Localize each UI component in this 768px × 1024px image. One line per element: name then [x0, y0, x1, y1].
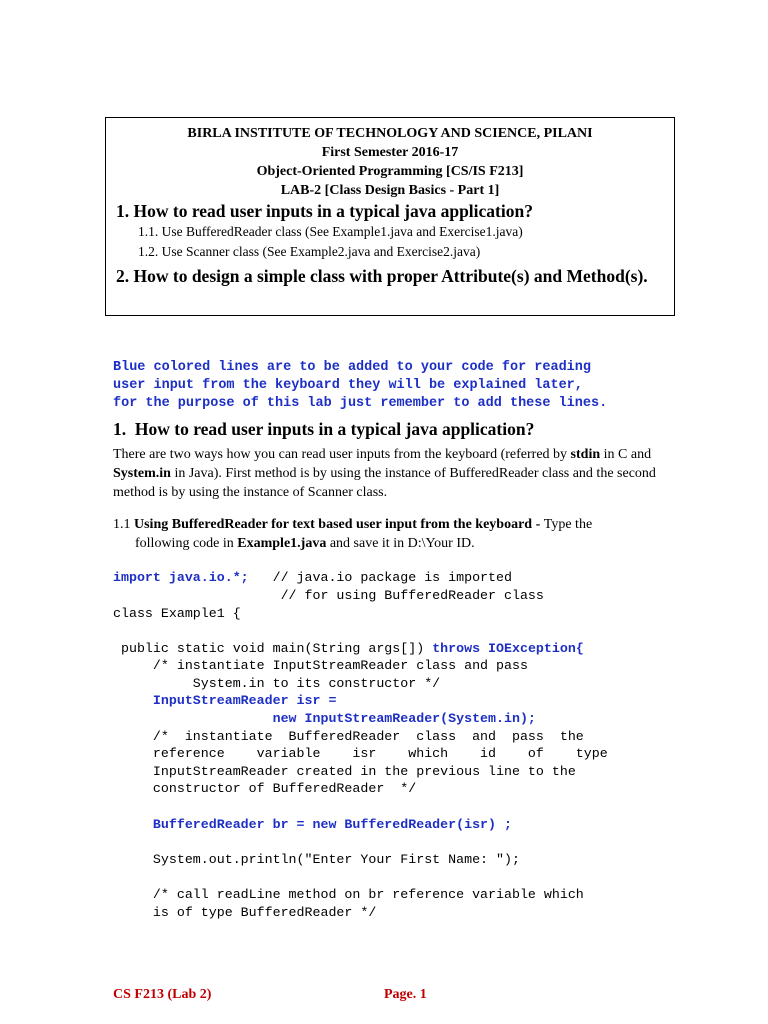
code-line-16: is of type BufferedReader */ — [113, 905, 377, 920]
note-line-2: user input from the keyboard they will be explained later, — [113, 378, 583, 393]
code-line-8: new InputStreamReader(System.in); — [113, 711, 536, 726]
intro-text-b: in C and — [600, 447, 652, 462]
header-box — [105, 117, 675, 316]
code-line-14: System.out.println("Enter Your First Name: "); — [113, 852, 520, 867]
footer-course: CS F213 (Lab 2) — [113, 987, 212, 1002]
code-line-5: /* instantiate InputStreamReader class and pass — [113, 658, 528, 673]
subsection-title: Using BufferedReader for text based user input from the keyboard - — [134, 517, 544, 532]
institute-name: BIRLA INSTITUTE OF TECHNOLOGY AND SCIENCE, PILANI — [187, 126, 593, 141]
code-line-6: System.in to its constructor */ — [113, 676, 441, 691]
note-line-1: Blue colored lines are to be added to your code for reading — [113, 360, 591, 375]
import-comment: // java.io package is imported — [248, 570, 512, 585]
code-line-12: constructor of BufferedReader */ — [113, 781, 417, 796]
subsection-1-1 — [113, 515, 661, 553]
code-line-2: // for using BufferedReader class — [113, 588, 544, 603]
code-line-7: InputStreamReader isr = — [113, 693, 337, 708]
code-line-13: BufferedReader br = new BufferedReader(isr) ; — [113, 817, 512, 832]
intro-paragraph — [113, 445, 661, 502]
section-1-heading: 1. How to read user inputs in a typical java application? — [113, 419, 535, 439]
main-signature: public static void main(String args[]) — [113, 641, 433, 656]
import-statement: import java.io.*; — [113, 570, 249, 585]
code-line-3: class Example1 { — [113, 606, 241, 621]
blue-note — [113, 341, 607, 413]
subsection-line2a: following code in — [135, 536, 238, 551]
intro-text-a: There are two ways how you can read user inputs from the keyboard (referred by — [113, 447, 571, 462]
throws-clause: throws IOException{ — [432, 641, 584, 656]
intro-text-c: in Java). First method is by using the instance of BufferedReader class and the second method is by using the instance of Scanner class. — [113, 466, 656, 500]
page-number: Page. 1 — [384, 987, 427, 1002]
lab-title: LAB-2 [Class Design Basics - Part 1] — [280, 183, 500, 198]
example-filename: Example1.java — [237, 536, 327, 551]
note-line-3: for the purpose of this lab just remember to add these lines. — [113, 396, 608, 411]
topic-1-1: 1.1. Use BufferedReader class (See Example1.java and Exercise1.java) — [138, 224, 523, 239]
topic-1-2: 1.2. Use Scanner class (See Example2.java and Exercise2.java) — [138, 244, 481, 259]
semester: First Semester 2016-17 — [321, 145, 459, 160]
subsection-line2b: and save it in D:\Your ID. — [326, 536, 475, 551]
topic-1: 1. How to read user inputs in a typical java application? — [116, 201, 533, 221]
stdin-term: stdin — [570, 447, 601, 462]
code-line-4 — [113, 640, 584, 658]
code-line-15: /* call readLine method on br reference variable which — [113, 887, 584, 902]
subsection-text: Type the — [543, 517, 593, 532]
course-title: Object-Oriented Programming [CS/IS F213] — [256, 164, 524, 179]
code-line-10: reference variable isr which id of type — [113, 746, 608, 761]
code-line-11: InputStreamReader created in the previous line to the — [113, 764, 576, 779]
code-line-9: /* instantiate BufferedReader class and pass the — [113, 729, 584, 744]
code-line-1 — [113, 569, 512, 587]
systemin-term: System.in — [113, 466, 171, 481]
topic-2: 2. How to design a simple class with proper Attribute(s) and Method(s). — [116, 266, 648, 286]
subsection-number: 1.1 — [113, 517, 134, 532]
